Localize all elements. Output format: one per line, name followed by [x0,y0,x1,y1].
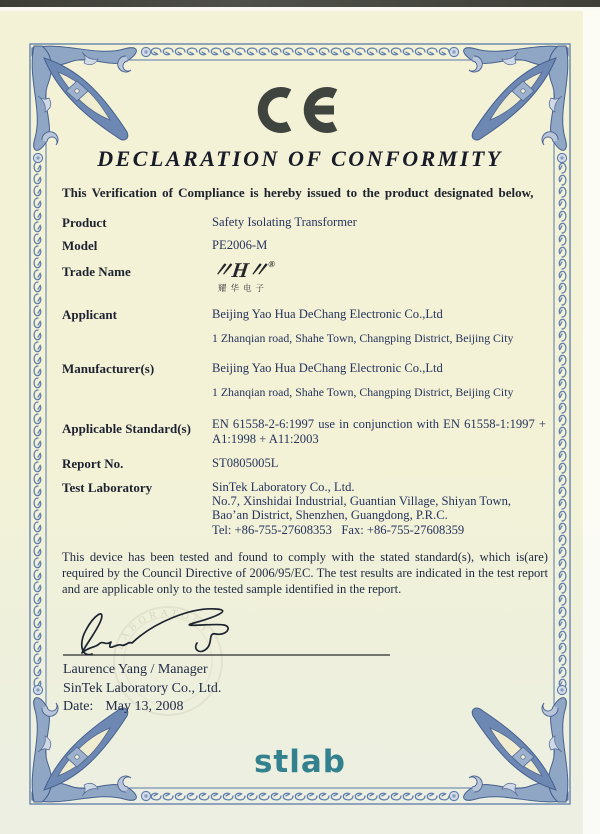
stamp-text: LABORATORY [114,607,214,652]
field-manufacturer [62,361,546,400]
product-value: Safety Isolating Transformer [212,215,357,229]
applicant-value [212,307,546,346]
field-trade-name [62,258,546,295]
trade-name-label: Trade Name [62,264,131,279]
signature-icon [58,598,418,660]
applicant-address: 1 Zhanqian road, Shahe Town, Changping District, Beijing City [212,331,514,345]
field-product [62,215,546,231]
test-laboratory-value [212,480,546,537]
field-test-laboratory [62,480,546,537]
date-value: May 13, 2008 [105,699,184,714]
field-applicant [62,307,546,346]
registered-trademark-icon: ® [267,259,276,269]
test-laboratory-address: No.7, Xinshidai Industrial, Guantian Village, Shiyan Town, Bao’an District, Shenzhen, Guangdong, P.R.C. [212,494,512,523]
logo-h-glyph: 〃H〃 [210,258,270,282]
test-laboratory-company: SinTek Laboratory Co., Ltd. [212,480,355,494]
standards-value: EN 61558-2-6:1997 use in conjunction with EN 61558-1:1997 + A1:1998 + A11:2003 [212,417,546,446]
date-label: Date: [63,699,94,714]
trade-name-logo-mark [211,260,276,281]
intro-text: This Verification of Compliance is hereby issued to the product designated below, [62,185,534,200]
manufacturer-value [212,361,546,400]
trade-name-logo-caption: 耀华电子 [218,283,269,293]
signature-block [63,661,463,717]
report-no-value: ST0805005L [212,456,279,470]
date-line [63,698,463,717]
manufacturer-name: Beijing Yao Hua DeChang Electronic Co.,Ltd [212,361,443,375]
standards-label: Applicable Standard(s) [62,421,191,436]
manufacturer-address: 1 Zhanqian road, Shahe Town, Changping District, Beijing City [212,385,514,399]
field-standards [62,417,546,447]
field-report-no [62,456,546,472]
trade-name-value [210,258,546,295]
signer-name: Laurence Yang / Manager [63,662,208,677]
model-label: Model [62,238,98,253]
field-model [62,238,546,254]
page-title: DECLARATION OF CONFORMITY [97,146,503,171]
model-value: PE2006-M [212,238,268,252]
test-laboratory-label: Test Laboratory [62,480,153,495]
manufacturer-label: Manufacturer(s) [62,361,155,376]
applicant-name: Beijing Yao Hua DeChang Electronic Co.,Ltd [212,307,443,321]
ce-mark-icon [256,84,348,138]
applicant-label: Applicant [62,307,117,322]
stlab-logo: stlab [253,744,346,780]
certificate-fields [62,215,546,537]
signer-company: SinTek Laboratory Co., Ltd. [63,680,222,696]
product-label: Product [62,215,107,230]
report-no-label: Report No. [62,456,124,471]
compliance-statement: This device has been tested and found to comply with the stated standard(s), which is(are) required by the Council Directive of 2006/95/EC. The test results are indicated in the test report and are applicable only to the tested sample identified in the report. [62,550,548,596]
test-laboratory-contact: Tel: +86-755-27608353 Fax: +86-755-27608359 [212,522,465,537]
trade-name-logo [212,260,274,293]
